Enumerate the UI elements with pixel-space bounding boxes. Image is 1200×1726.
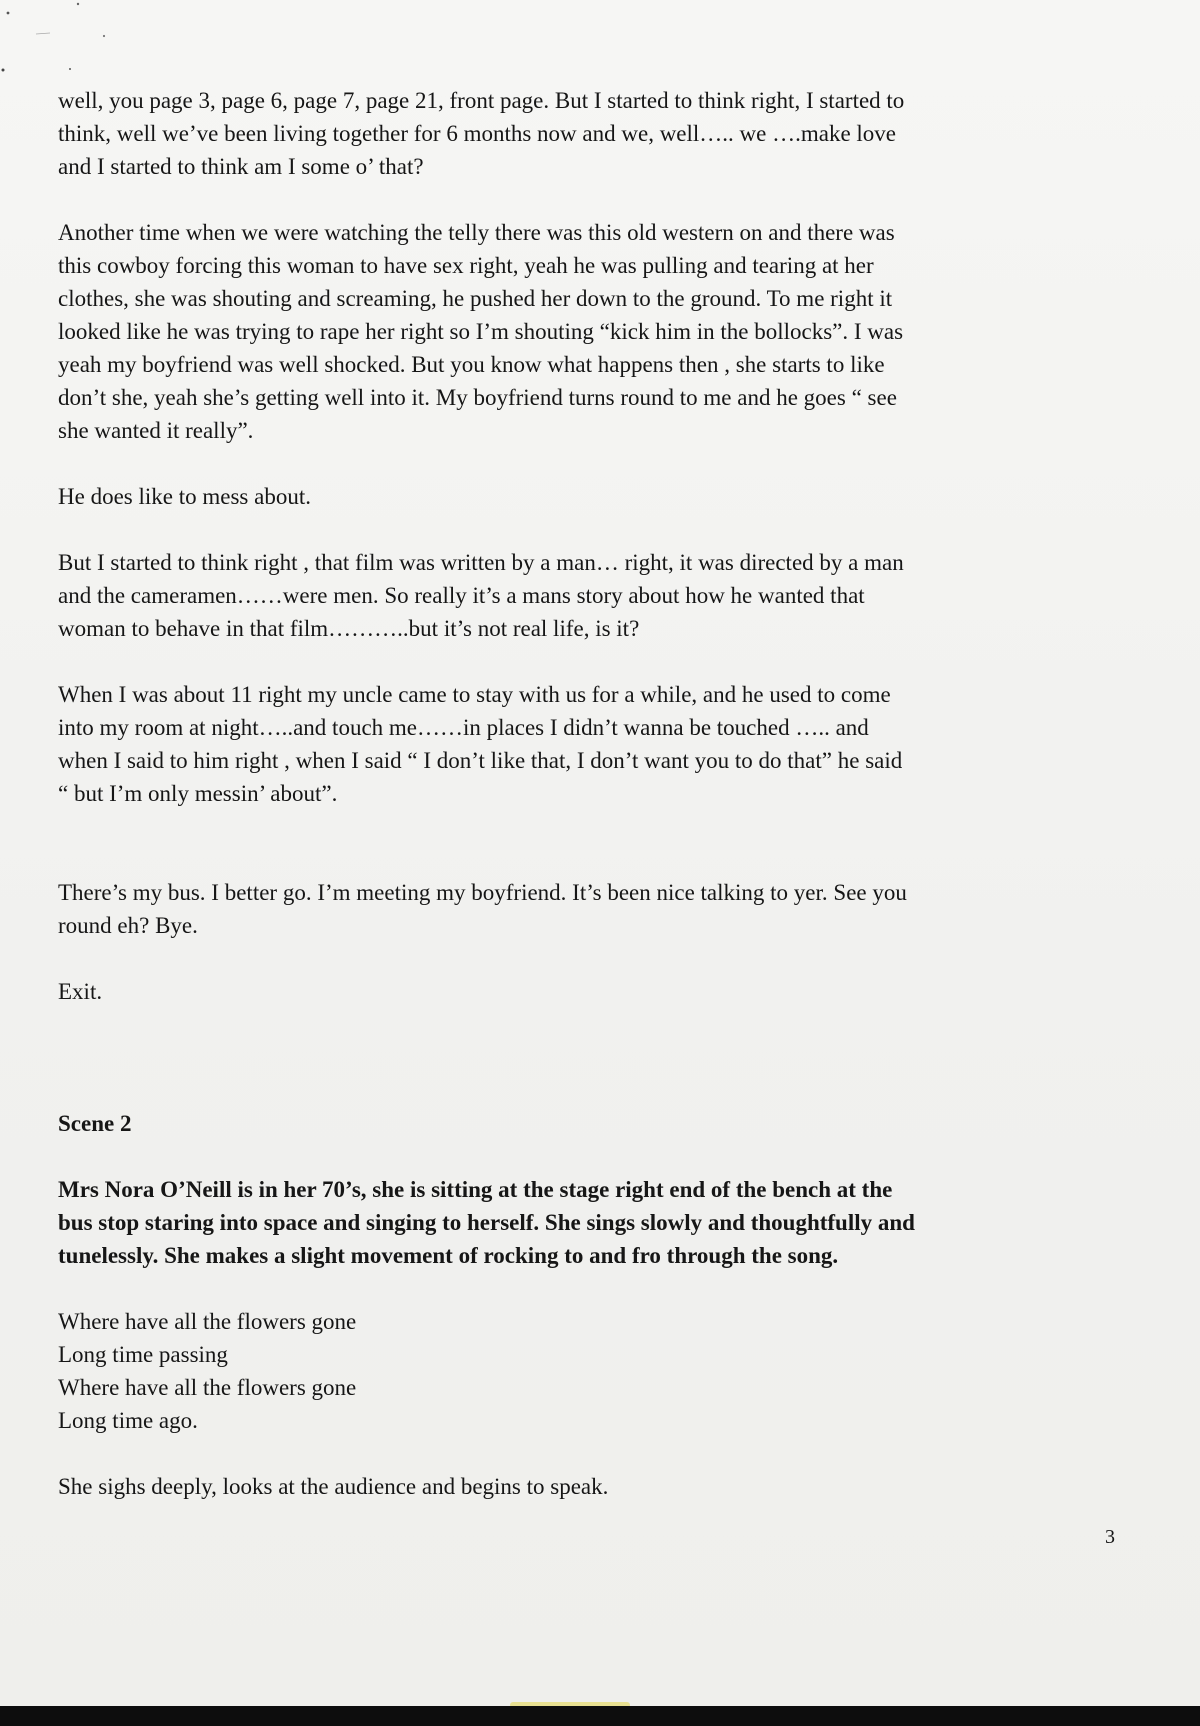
paragraph-uncle: When I was about 11 right my uncle came to stay with us for a while, and he used to come into my room at night…..and touch me……in places I didn’t wanna be touched ….. and when I said to him right , when I said “ I don’t like that, I don’t want you to do that” he said “ but I’m only messin’ about”. — [58, 682, 903, 806]
scan-bottom-edge — [0, 1706, 1200, 1726]
paragraph-page-references: well, you page 3, page 6, page 7, page 21, front page. But I started to think right, I started to think, well we’ve been living together for 6 months now and we, well….. we ….make love and I started to think am I some o’ that? — [58, 88, 905, 179]
script-body — [58, 84, 1138, 1503]
stage-direction: Mrs Nora O’Neill is in her 70’s, she is sitting at the stage right end of the bench at the bus stop staring into space and singing to herself. She sings slowly and thoughtfully and tunelessly. She makes a slight movement of rocking to and fro through the song. — [58, 1177, 915, 1268]
paragraph-exit: Exit. — [58, 979, 103, 1004]
paragraph-bus: There’s my bus. I better go. I’m meeting my boyfriend. It’s been nice talking to yer. See you round eh? Bye. — [58, 880, 907, 938]
paragraph-film-by-men: But I started to think right , that film was written by a man… right, it was directed by a man and the cameramen……were men. So really it’s a mans story about how he wanted that woman to behave in that film………..but it’s not real life, is it? — [58, 550, 904, 641]
song-lyrics: Where have all the flowers gone Long time passing Where have all the flowers gone Long time ago. — [58, 1309, 357, 1433]
paragraph-mess-about: He does like to mess about. — [58, 484, 311, 509]
paragraph-western-film: Another time when we were watching the telly there was this old western on and there was this cowboy forcing this woman to have sex right, yeah he was pulling and tearing at her clothes, she was shouting and screaming, he pushed her down to the ground. To me right it looked like he was trying to rape her right so I’m shouting “kick him in the bollocks”. I was yeah my boyfriend was well shocked. But you know what happens then , she starts to like don’t she, yeah she’s getting well into it. My boyfriend turns round to me and he goes “ see she wanted it really”. — [58, 220, 904, 443]
page-number: 3 — [1105, 1526, 1115, 1548]
closing-stage-direction: She sighs deeply, looks at the audience and begins to speak. — [58, 1474, 609, 1499]
scan-specks — [0, 0, 120, 90]
scene-heading: Scene 2 — [58, 1111, 132, 1136]
